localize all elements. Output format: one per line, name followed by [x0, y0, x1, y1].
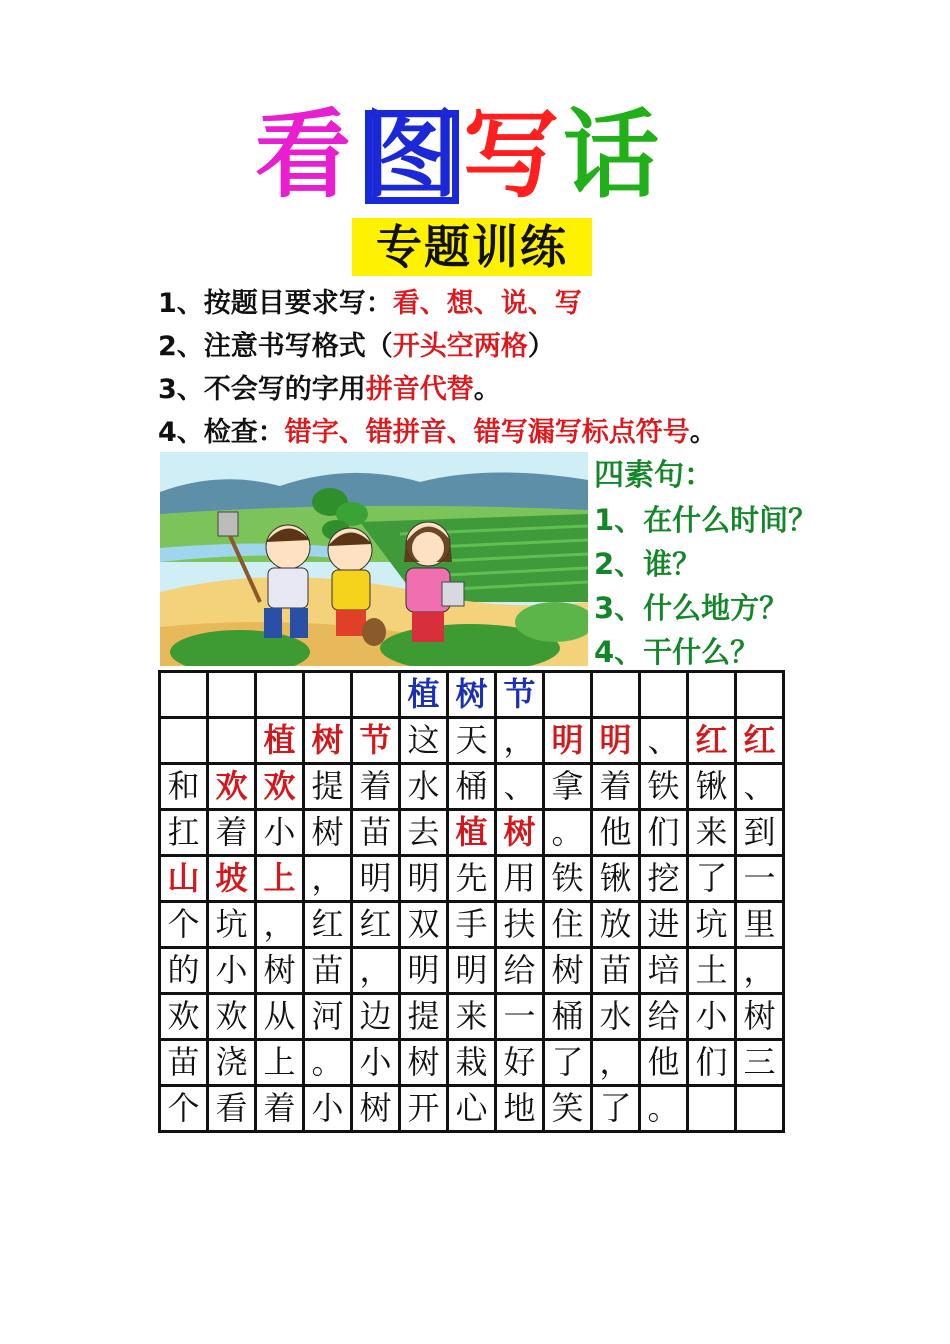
grid-cell: 双 — [400, 902, 448, 948]
grid-cell: 拿 — [544, 764, 592, 810]
grid-cell: 给 — [640, 994, 688, 1040]
four-element-sentence-guide — [594, 454, 854, 674]
grid-cell: 明 — [400, 856, 448, 902]
grid-row — [160, 672, 784, 718]
grid-cell: 开 — [400, 1086, 448, 1132]
grid-cell: 小 — [256, 810, 304, 856]
grid-cell: 笑 — [544, 1086, 592, 1132]
grid-cell: 树 — [256, 948, 304, 994]
grid-cell: 。 — [640, 1086, 688, 1132]
grid-cell: 树 — [448, 672, 496, 718]
grid-cell: 小 — [352, 1040, 400, 1086]
grid-cell: 、 — [736, 764, 784, 810]
grid-cell: 树 — [400, 1040, 448, 1086]
grid-cell — [592, 672, 640, 718]
grid-cell: ， — [736, 948, 784, 994]
grid-cell: 着 — [592, 764, 640, 810]
grid-cell: 红 — [304, 902, 352, 948]
grid-cell: 节 — [496, 672, 544, 718]
grid-cell: 到 — [736, 810, 784, 856]
grid-cell — [160, 672, 208, 718]
grid-cell: 苗 — [160, 1040, 208, 1086]
grid-row — [160, 948, 784, 994]
grid-cell: 个 — [160, 1086, 208, 1132]
grid-cell: ， — [352, 948, 400, 994]
grid-cell: 植 — [400, 672, 448, 718]
grid-cell: 。 — [544, 810, 592, 856]
grid-cell: 着 — [352, 764, 400, 810]
grid-cell: 看 — [208, 1086, 256, 1132]
grid-cell: 一 — [736, 856, 784, 902]
grid-cell: 给 — [496, 948, 544, 994]
grid-cell: 。 — [304, 1040, 352, 1086]
grid-cell: 去 — [400, 810, 448, 856]
grid-cell: 们 — [640, 810, 688, 856]
grid-cell: 桶 — [448, 764, 496, 810]
grid-cell — [256, 672, 304, 718]
rule-item: 4、检查：错字、错拼音、错写漏写标点符号。 — [158, 417, 717, 448]
grid-cell: 浇 — [208, 1040, 256, 1086]
grid-cell: 上 — [256, 1040, 304, 1086]
grid-cell: 提 — [304, 764, 352, 810]
grid-cell: 水 — [400, 764, 448, 810]
grid-cell: 扛 — [160, 810, 208, 856]
grid-cell: 小 — [688, 994, 736, 1040]
grid-cell — [736, 672, 784, 718]
grid-cell: 了 — [592, 1086, 640, 1132]
grid-cell: 个 — [160, 902, 208, 948]
grid-cell: 了 — [688, 856, 736, 902]
grid-cell: 水 — [592, 994, 640, 1040]
title-char-1: 看 — [255, 99, 351, 211]
grid-cell — [688, 672, 736, 718]
grid-row — [160, 764, 784, 810]
grid-cell: 欢 — [208, 764, 256, 810]
grid-cell: 红 — [688, 718, 736, 764]
rules-list — [158, 282, 838, 454]
grid-cell — [208, 672, 256, 718]
elements-item: 4、干什么？ — [594, 635, 760, 669]
grid-cell: 栽 — [448, 1040, 496, 1086]
grid-cell — [160, 718, 208, 764]
grid-cell: 边 — [352, 994, 400, 1040]
grid-cell: 坑 — [688, 902, 736, 948]
grid-cell: 明 — [592, 718, 640, 764]
grid-cell: 树 — [352, 1086, 400, 1132]
grid-cell: 他 — [640, 1040, 688, 1086]
grid-cell: 铁 — [544, 856, 592, 902]
grid-cell: 河 — [304, 994, 352, 1040]
grid-cell: 植 — [448, 810, 496, 856]
grid-cell: 树 — [544, 948, 592, 994]
grid-cell: 红 — [352, 902, 400, 948]
grid-cell: 明 — [400, 948, 448, 994]
grid-cell: 红 — [736, 718, 784, 764]
grid-cell: 节 — [352, 718, 400, 764]
grid-row — [160, 810, 784, 856]
grid-cell: 心 — [448, 1086, 496, 1132]
grid-cell: 锹 — [592, 856, 640, 902]
grid-cell: 好 — [496, 1040, 544, 1086]
grid-cell: 树 — [736, 994, 784, 1040]
grid-cell: 扶 — [496, 902, 544, 948]
grid-cell: ， — [304, 856, 352, 902]
grid-cell: 培 — [640, 948, 688, 994]
grid-cell: 着 — [208, 810, 256, 856]
grid-cell: 和 — [160, 764, 208, 810]
grid-cell: ， — [496, 718, 544, 764]
grid-cell: 土 — [688, 948, 736, 994]
elements-item: 1、在什么时间？ — [594, 503, 818, 537]
grid-cell: 他 — [592, 810, 640, 856]
rule-item: 2、注意书写格式（开头空两格） — [158, 331, 555, 362]
grid-cell: 进 — [640, 902, 688, 948]
grid-row — [160, 1040, 784, 1086]
elements-item: 3、什么地方？ — [594, 591, 789, 625]
grid-row — [160, 1086, 784, 1132]
rule-item: 1、按题目要求写：看、想、说、写 — [158, 288, 582, 319]
rule-item: 3、不会写的字用拼音代替。 — [158, 374, 501, 405]
grid-cell: 来 — [448, 994, 496, 1040]
grid-cell: 树 — [496, 810, 544, 856]
subtitle-banner: 专题训练 — [352, 218, 592, 276]
grid-cell: 这 — [400, 718, 448, 764]
grid-row — [160, 902, 784, 948]
grid-cell: ， — [256, 902, 304, 948]
grid-cell: 天 — [448, 718, 496, 764]
grid-cell: 小 — [304, 1086, 352, 1132]
grid-cell: 苗 — [592, 948, 640, 994]
grid-cell — [352, 672, 400, 718]
title-char-3: 写 — [463, 99, 559, 211]
grid-cell: 苗 — [352, 810, 400, 856]
grid-cell — [304, 672, 352, 718]
grid-cell: ， — [592, 1040, 640, 1086]
grid-cell: 树 — [304, 718, 352, 764]
grid-cell — [688, 1086, 736, 1132]
grid-cell: 明 — [448, 948, 496, 994]
grid-cell: 铁 — [640, 764, 688, 810]
grid-cell: 地 — [496, 1086, 544, 1132]
grid-row — [160, 718, 784, 764]
grid-cell: 们 — [688, 1040, 736, 1086]
grid-cell: 明 — [544, 718, 592, 764]
grid-cell: 苗 — [304, 948, 352, 994]
grid-row — [160, 856, 784, 902]
grid-cell: 树 — [304, 810, 352, 856]
grid-cell: 植 — [256, 718, 304, 764]
grid-cell: 、 — [640, 718, 688, 764]
grid-cell: 挖 — [640, 856, 688, 902]
grid-cell: 上 — [256, 856, 304, 902]
title-char-2-boxed: 图 — [363, 99, 459, 211]
grid-cell — [640, 672, 688, 718]
grid-cell: 从 — [256, 994, 304, 1040]
grid-cell: 着 — [256, 1086, 304, 1132]
grid-cell: 锹 — [688, 764, 736, 810]
grid-cell: 欢 — [160, 994, 208, 1040]
grid-cell: 手 — [448, 902, 496, 948]
grid-cell: 了 — [544, 1040, 592, 1086]
grid-cell: 住 — [544, 902, 592, 948]
grid-cell: 提 — [400, 994, 448, 1040]
grid-cell: 、 — [496, 764, 544, 810]
grid-row — [160, 994, 784, 1040]
grid-cell: 明 — [352, 856, 400, 902]
elements-heading: 四素句： — [594, 458, 714, 493]
grid-cell: 一 — [496, 994, 544, 1040]
grid-cell: 放 — [592, 902, 640, 948]
grid-cell: 用 — [496, 856, 544, 902]
grid-cell: 欢 — [256, 764, 304, 810]
grid-cell — [208, 718, 256, 764]
grid-cell: 欢 — [208, 994, 256, 1040]
title-char-4: 话 — [563, 99, 659, 211]
grid-cell: 的 — [160, 948, 208, 994]
grid-cell: 里 — [736, 902, 784, 948]
grid-cell: 三 — [736, 1040, 784, 1086]
tree-planting-illustration — [160, 452, 588, 666]
grid-cell: 桶 — [544, 994, 592, 1040]
grid-cell: 坑 — [208, 902, 256, 948]
grid-cell: 小 — [208, 948, 256, 994]
grid-cell: 坡 — [208, 856, 256, 902]
writing-grid — [158, 670, 785, 1133]
grid-cell — [544, 672, 592, 718]
grid-cell: 先 — [448, 856, 496, 902]
grid-cell — [736, 1086, 784, 1132]
grid-cell: 山 — [160, 856, 208, 902]
elements-item: 2、谁？ — [594, 547, 702, 581]
grid-cell: 来 — [688, 810, 736, 856]
page-title — [245, 100, 685, 210]
